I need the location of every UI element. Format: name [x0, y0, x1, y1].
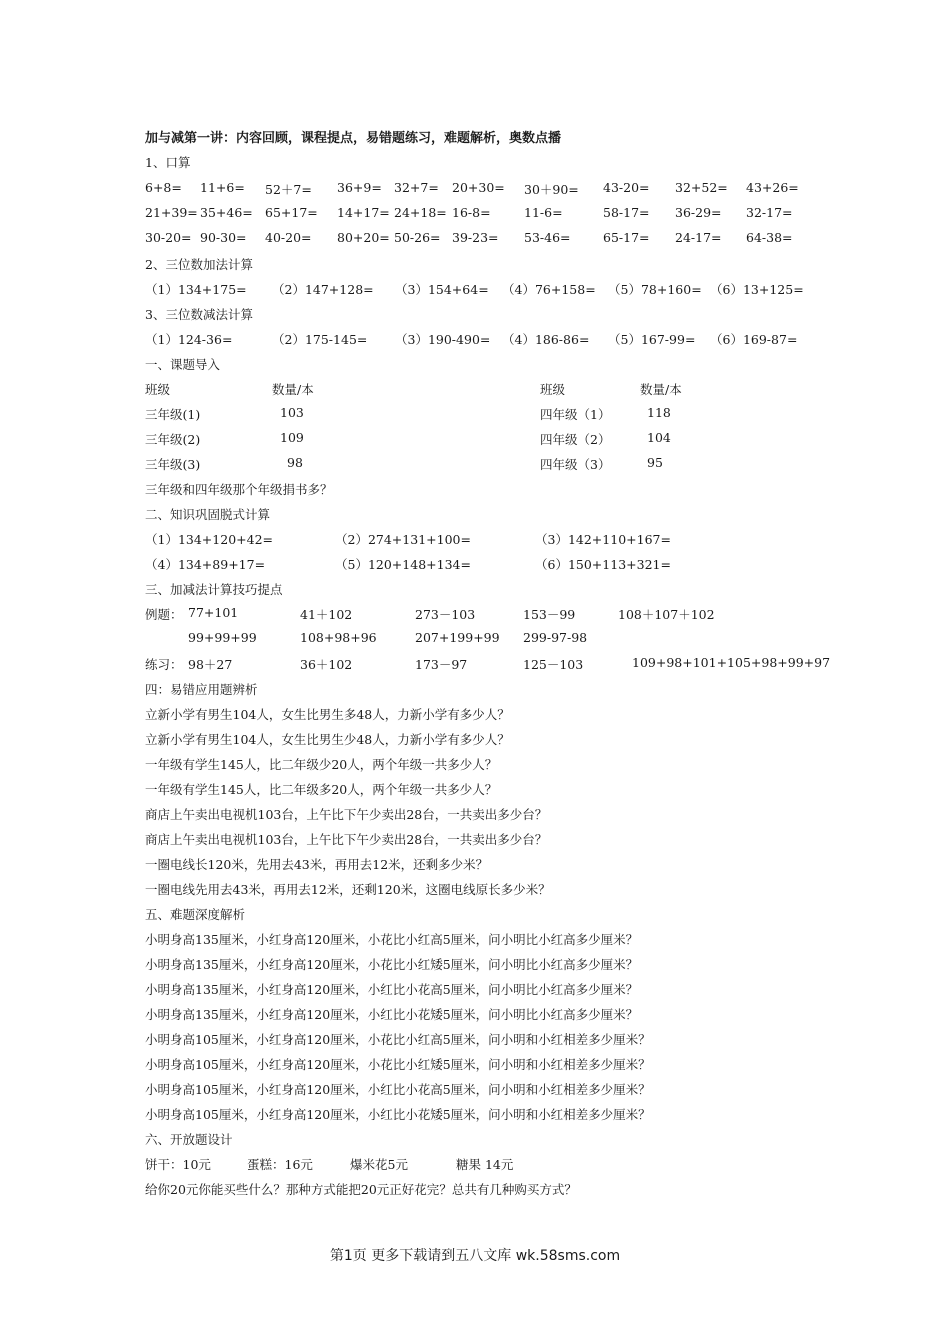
- calc-item: 153－99: [523, 607, 576, 622]
- price-item: 饼干：10元: [145, 1157, 211, 1172]
- section-heading: 二、知识巩固脱式计算: [145, 507, 271, 522]
- calc-item: 11-6=: [524, 205, 563, 220]
- calc-item: 36+9=: [337, 180, 382, 195]
- calc-item: 32+7=: [394, 180, 439, 195]
- calc-item: 36＋102: [300, 657, 353, 672]
- calc-item: （2）147+128=: [272, 282, 374, 297]
- calc-item: 14+17=: [337, 205, 390, 220]
- section-heading: 1、口算: [145, 155, 191, 170]
- calc-item: 32-17=: [746, 205, 793, 220]
- calc-item: 50-26=: [394, 230, 441, 245]
- calc-item: 35+46=: [200, 205, 253, 220]
- calc-item: （6）13+125=: [710, 282, 804, 297]
- calc-item: 30＋90=: [524, 182, 579, 197]
- table-header: 班级: [540, 382, 566, 397]
- table-cell: 四年级（1）: [540, 407, 611, 422]
- section-heading: 四：易错应用题辨析: [145, 682, 258, 697]
- calc-item: 30-20=: [145, 230, 192, 245]
- problem-line: 小明身高105厘米，小红身高120厘米，小红比小花矮5厘米，问小明和小红相差多少厘米？: [145, 1107, 651, 1122]
- calc-item: 40-20=: [265, 230, 312, 245]
- calc-item: 109+98+101+105+98+99+97: [632, 655, 831, 670]
- row-label: 例题：: [145, 607, 183, 622]
- calc-item: （5）167-99=: [608, 332, 696, 347]
- calc-item: 43-20=: [603, 180, 650, 195]
- table-cell: 三年级(3): [145, 457, 201, 472]
- calc-item: 32+52=: [675, 180, 728, 195]
- calc-item: 36-29=: [675, 205, 722, 220]
- calc-item: 125－103: [523, 657, 584, 672]
- problem-line: 小明身高105厘米，小红身高120厘米，小红比小花高5厘米，问小明和小红相差多少厘米？: [145, 1082, 651, 1097]
- calc-item: （2）274+131+100=: [335, 532, 471, 547]
- section-heading: 五、难题深度解析: [145, 907, 246, 922]
- calc-item: 108＋107＋102: [618, 607, 715, 622]
- calc-item: （3）154+64=: [395, 282, 489, 297]
- calc-item: （2）175-145=: [272, 332, 368, 347]
- problem-line: 小明身高105厘米，小红身高120厘米，小花比小红矮5厘米，问小明和小红相差多少厘米？: [145, 1057, 651, 1072]
- table-cell: 95: [647, 455, 663, 470]
- table-cell: 104: [647, 430, 671, 445]
- calc-item: 24+18=: [394, 205, 447, 220]
- calc-item: （4）186-86=: [502, 332, 590, 347]
- table-header: 班级: [145, 382, 171, 397]
- problem-line: 一圈电线先用去43米，再用去12米，还剩120米，这圈电线原长多少米？: [145, 882, 551, 897]
- calc-item: 64-38=: [746, 230, 793, 245]
- section-heading: 一、课题导入: [145, 357, 221, 372]
- problem-line: 商店上午卖出电视机103台，上午比下午少卖出28台，一共卖出多少台？: [145, 832, 548, 847]
- calc-item: 65+17=: [265, 205, 318, 220]
- calc-item: 65-17=: [603, 230, 650, 245]
- price-item: 糖果 14元: [456, 1157, 514, 1172]
- calc-item: 20+30=: [452, 180, 505, 195]
- table-cell: 三年级(1): [145, 407, 201, 422]
- question-text: 给你20元你能买些什么？那种方式能把20元正好花完？总共有几种购买方式？: [145, 1182, 577, 1197]
- calc-item: 299-97-98: [523, 630, 588, 645]
- problem-line: 商店上午卖出电视机103台，上午比下午少卖出28台，一共卖出多少台？: [145, 807, 548, 822]
- table-cell: 四年级（2）: [540, 432, 611, 447]
- calc-item: 11+6=: [200, 180, 245, 195]
- table-header: 数量/本: [272, 382, 314, 397]
- table-cell: 四年级（3）: [540, 457, 611, 472]
- calc-item: 21+39=: [145, 205, 198, 220]
- problem-line: 小明身高135厘米，小红身高120厘米，小花比小红高5厘米，问小明比小红高多少厘米？: [145, 932, 639, 947]
- calc-item: 53-46=: [524, 230, 571, 245]
- calc-item: 6+8=: [145, 180, 182, 195]
- problem-line: 一圈电线长120米，先用去43米，再用去12米，还剩多少米？: [145, 857, 489, 872]
- calc-item: 80+20=: [337, 230, 390, 245]
- document-title: 加与减第一讲：内容回顾，课程提点，易错题练习，难题解析，奥数点播: [145, 131, 562, 146]
- calc-item: （1）134+175=: [145, 282, 247, 297]
- calc-item: 207+199+99: [415, 630, 500, 645]
- problem-line: 小明身高135厘米，小红身高120厘米，小红比小花高5厘米，问小明比小红高多少厘米？: [145, 982, 639, 997]
- problem-line: 一年级有学生145人，比二年级少20人，两个年级一共多少人？: [145, 757, 498, 772]
- table-header: 数量/本: [640, 382, 682, 397]
- calc-item: 16-8=: [452, 205, 491, 220]
- calc-item: （6）150+113+321=: [535, 557, 671, 572]
- calc-item: （3）142+110+167=: [535, 532, 671, 547]
- section-heading: 六、开放题设计: [145, 1132, 233, 1147]
- calc-item: 41＋102: [300, 607, 353, 622]
- calc-item: 98＋27: [188, 657, 233, 672]
- calc-item: （5）120+148+134=: [335, 557, 471, 572]
- problem-line: 小明身高135厘米，小红身高120厘米，小红比小花矮5厘米，问小明比小红高多少厘米？: [145, 1007, 639, 1022]
- table-cell: 109: [280, 430, 304, 445]
- calc-item: （1）124-36=: [145, 332, 233, 347]
- price-item: 蛋糕：16元: [247, 1157, 313, 1172]
- table-cell: 103: [280, 405, 304, 420]
- calc-item: 108+98+96: [300, 630, 377, 645]
- calc-item: （4）134+89+17=: [145, 557, 266, 572]
- calc-item: （4）76+158=: [502, 282, 596, 297]
- problem-line: 小明身高105厘米，小红身高120厘米，小花比小红高5厘米，问小明和小红相差多少厘米？: [145, 1032, 651, 1047]
- calc-item: 90-30=: [200, 230, 247, 245]
- row-label: 练习：: [145, 657, 183, 672]
- price-item: 爆米花5元: [350, 1157, 408, 1172]
- calc-item: 173－97: [415, 657, 468, 672]
- calc-item: 273－103: [415, 607, 476, 622]
- section-heading: 2、三位数加法计算: [145, 257, 253, 272]
- calc-item: 43+26=: [746, 180, 799, 195]
- calc-item: 58-17=: [603, 205, 650, 220]
- page-footer: 第1页 更多下载请到五八文库 wk.58sms.com: [329, 1248, 621, 1264]
- calc-item: 52＋7=: [265, 182, 312, 197]
- calc-item: 77+101: [188, 605, 239, 620]
- calc-item: （6）169-87=: [710, 332, 798, 347]
- problem-line: 小明身高135厘米，小红身高120厘米，小花比小红矮5厘米，问小明比小红高多少厘米？: [145, 957, 639, 972]
- problem-line: 立新小学有男生104人，女生比男生少48人，力新小学有多少人？: [145, 732, 510, 747]
- calc-item: （1）134+120+42=: [145, 532, 273, 547]
- question-text: 三年级和四年级那个年级捐书多？: [145, 482, 333, 497]
- calc-item: （5）78+160=: [608, 282, 702, 297]
- table-cell: 三年级(2): [145, 432, 201, 447]
- calc-item: 39-23=: [452, 230, 499, 245]
- problem-line: 立新小学有男生104人，女生比男生多48人，力新小学有多少人？: [145, 707, 510, 722]
- problem-line: 一年级有学生145人，比二年级多20人，两个年级一共多少人？: [145, 782, 498, 797]
- calc-item: 99+99+99: [188, 630, 257, 645]
- table-cell: 98: [287, 455, 303, 470]
- section-heading: 三、加减法计算技巧提点: [145, 582, 283, 597]
- section-heading: 3、三位数减法计算: [145, 307, 253, 322]
- calc-item: 24-17=: [675, 230, 722, 245]
- calc-item: （3）190-490=: [395, 332, 491, 347]
- table-cell: 118: [647, 405, 671, 420]
